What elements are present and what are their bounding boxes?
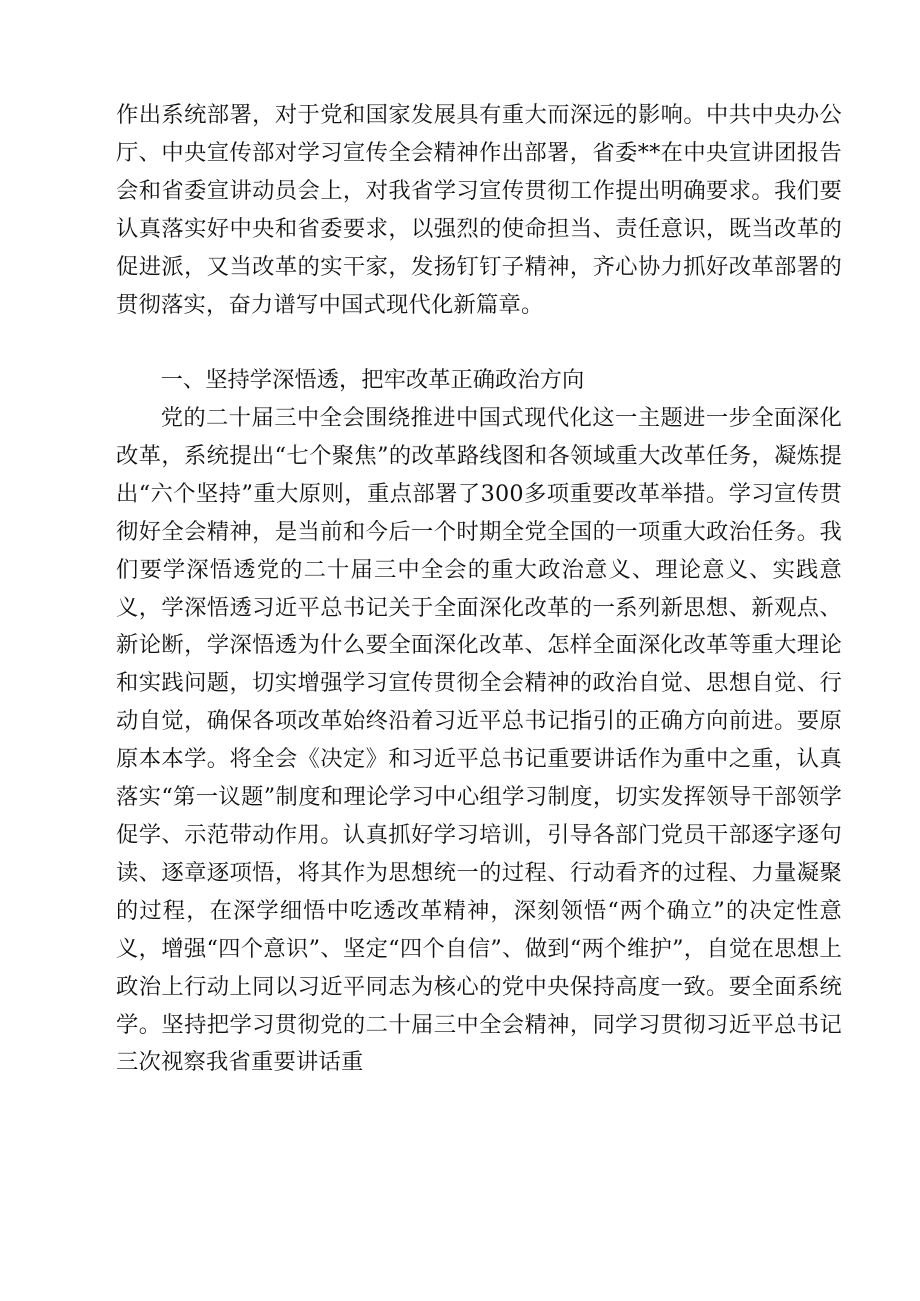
section-paragraph: 党的二十届三中全会围绕推进中国式现代化这一主题进一步全面深化改革，系统提出“七个聚焦”的改革路线图和各领域重大改革任务，凝炼提出“六个坚持”重大原则，重点部署了300多项重要改革举措。学习宣传贯彻好全会精神，是当前和今后一个时期全党全国的一项重大政治任务。我们要学深悟透党的二十届三中全会的重大政治意义、理论意义、实践意义，学深悟透习近平总书记关于全面深化改革的一系列新思想、新观点、新论断，学深悟透为什么要全面深化改革、怎样全面深化改革等重大理论和实践问题，切实增强学习宣传贯彻全会精神的政治自觉、思想自觉、行动自觉，确保各项改革始终沿着习近平总书记指引的正确方向前进。要原原本本学。将全会《决定》和习近平总书记重要讲话作为重中之重，认真落实“第一议题”制度和理论学习中心组学习制度，切实发挥领导干部领学促学、示范带动作用。认真抓好学习培训，引导各部门党员干部逐字逐句读、逐章逐项悟，将其作为思想统一的过程、行动看齐的过程、力量凝聚的过程，在深学细悟中吃透改革精神，深刻领悟“两个确立”的决定性意义，增强“四个意识”、坚定“四个自信”、做到“两个维护”，自觉在思想上政治上行动上同以习近平同志为核心的党中央保持高度一致。要全面系统学。坚持把学习贯彻党的二十届三中全会精神，同学习贯彻习近平总书记三次视察我省重要讲话重 [116,405,842,1076]
paragraph-continued: 作出系统部署，对于党和国家发展具有重大而深远的影响。中共中央办公厅、中央宣传部对学习宣传全会精神作出部署，省委**在中央宣讲团报告会和省委宣讲动员会上，对我省学习宣传贯彻工作提出明确要求。我们要认真落实好中央和省委要求，以强烈的使命担当、责任意识，既当改革的促进派，又当改革的实干家，发扬钉钉子精神，齐心协力抓好改革部署的贯彻落实，奋力谱写中国式现代化新篇章。 [116,102,842,318]
section-heading: 一、坚持学深悟透，把牢改革正确政治方向 [160,367,585,393]
